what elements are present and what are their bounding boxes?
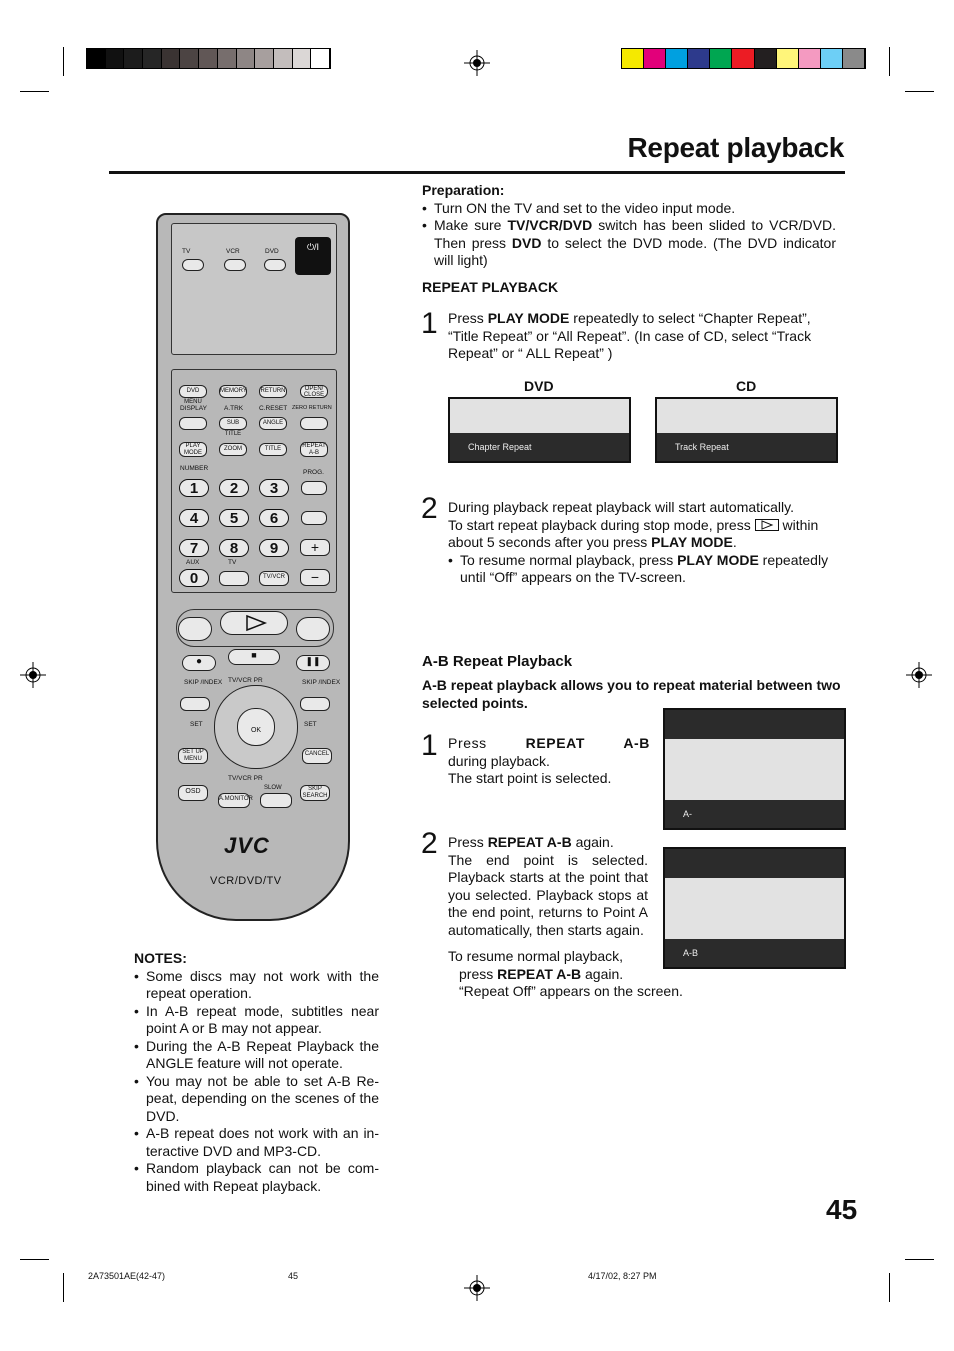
preparation-bullet: • Make sure TV/VCR/DVD switch has been slided to VCR/DVD. Then press DVD to select the DVD mode. (The DVD indicator will light) [422,217,836,270]
aux-label: AUX [186,559,200,566]
switch-dvd-label: DVD [265,248,279,255]
tv-vcr-button: TV/VCR [259,571,289,586]
zero-return-label: ZERO RETURN [292,405,332,411]
record-button: ● [182,655,216,671]
repeat-playback-heading: REPEAT PLAYBACK [422,279,559,295]
power-button: ⏻/I [295,237,331,275]
title-button: TITLE [259,443,287,456]
color-swatch [821,49,843,68]
notes-section [134,950,379,1195]
prog-label: PROG. [303,469,324,476]
footer-doc-code: 2A73501AE(42-47) [88,1271,166,1281]
vcr-button [224,259,246,271]
step-number: 2 [421,827,438,860]
set-minus-label: SET [190,721,203,728]
cd-label: CD [736,378,757,394]
dvd-menu-button: DVD MENU [179,385,207,398]
volume-plus-button: + [300,539,330,556]
number-label: NUMBER [180,465,209,472]
screen-osd: A- [665,800,844,828]
color-swatch [732,49,754,68]
volume-minus-button: − [300,569,330,586]
tv-label: TV [228,559,237,566]
zoom-button: ZOOM [219,443,247,456]
skip-index-label: SKIP /INDEX [302,679,341,686]
subtitle-button: SUB TITLE [219,417,247,430]
preparation-bullet: • Turn ON the TV and set to the video input mode. [422,200,836,218]
open-close-button: OPEN/ CLOSE [300,385,328,398]
osd-button: OSD [178,785,208,801]
ok-button: OK [237,708,275,746]
repeat-step-2: During playback repeat playback will start automatically. To start repeat playback during stop mode, press within about 5 seconds after you press PLAY MODE. • To resume normal playback, press PLAY MODE repeatedly until “Off” appears on the TV-screen. [448,499,840,587]
preparation-section [422,182,836,270]
cd-tv-screen [655,397,838,463]
color-swatch [237,49,256,68]
display-button [179,417,207,430]
remote-control-illustration [156,213,350,921]
color-swatch [255,49,274,68]
a-trk-label: A.TRK [224,405,244,412]
ab-repeat-heading: A-B Repeat Playback [422,653,573,670]
page-number: 45 [826,1194,858,1225]
switch-tv-label: TV [182,248,191,255]
screen-osd: Chapter Repeat [450,433,629,461]
color-swatch [180,49,199,68]
digit-9-button: 9 [259,539,289,557]
ab-step-1: Press REPEAT A-B during playback. The start point is selected. [448,735,650,786]
color-swatch [218,49,237,68]
screen-osd: Track Repeat [657,433,836,461]
color-swatch [666,49,688,68]
ab-step-2: Press REPEAT A-B again. The end point is selected. Playback starts at the point that you selected. Playback stops at the end point, returns to Point A automatically, then starts again. [448,834,648,938]
color-swatch [777,49,799,68]
tv-vcr-pr-label: TV/VCR PR [228,677,263,684]
color-swatch [755,49,777,68]
registration-target-icon [464,1275,490,1301]
slow-label: SLOW [264,785,282,791]
slow-button [260,793,292,808]
crop-mark [20,91,49,92]
digit-0-button: 0 [179,569,209,587]
rewind-button [178,617,212,641]
pause-button: ❚❚ [296,655,330,671]
notes-heading: NOTES: [134,950,187,966]
color-swatch [293,49,312,68]
memory-button: MEMORY [219,385,247,398]
play-button [220,611,288,635]
switch-vcr-label: VCR [226,248,240,255]
play-icon [239,614,269,632]
note-item: • In A-B repeat mode, subtitles near point A or B may not appear. [134,1003,379,1038]
note-item: • Random playback can not be com-bined with Repeat playback. [134,1160,379,1195]
set-plus-label: SET [304,721,317,728]
prog-up-button [301,481,327,495]
note-item: • You may not be able to set A-B Re-peat, depending on the scenes of the DVD. [134,1073,379,1126]
stop-button: ■ [228,649,280,665]
setup-menu-button: SET UP MENU [178,748,208,764]
input-button [219,571,249,586]
angle-button: ANGLE [259,417,287,430]
ab-start-tv-screen [663,708,846,830]
step-number: 2 [421,492,438,525]
digit-1-button: 1 [179,479,209,497]
preparation-heading: Preparation: [422,182,505,198]
dvd-label: DVD [524,378,554,394]
repeat-step-1: Press PLAY MODE repeatedly to select “Chapter Repeat”, “Title Repeat” or “All Repeat”. (In case of CD, select “Track Repeat” or “ ALL Repeat” ) [448,310,812,361]
dvd-button [264,259,286,271]
model-label: VCR/DVD/TV [210,875,282,887]
digit-6-button: 6 [259,509,289,527]
fast-forward-button [296,617,330,641]
skip-search-button: SKIP SEARCH [300,785,330,801]
color-swatch [162,49,181,68]
color-swatch [843,49,865,68]
color-swatch [710,49,732,68]
color-swatch [274,49,293,68]
note-item: • During the A-B Repeat Playback the ANGLE feature will not operate. [134,1038,379,1073]
repeat-ab-button: REPEAT A-B [300,442,328,457]
return-button: RETURN [259,385,287,398]
color-swatch [124,49,143,68]
crop-mark [20,1259,49,1260]
prog-down-button [301,511,327,525]
display-label: DISPLAY [180,405,207,412]
color-swatch [688,49,710,68]
digit-2-button: 2 [219,479,249,497]
note-item: • A-B repeat does not work with an in-teractive DVD and MP3-CD. [134,1125,379,1160]
jvc-logo: JVC [224,833,270,858]
color-swatch [106,49,125,68]
skip-index-label: SKIP /INDEX [184,679,223,686]
play-icon [755,519,779,531]
crop-mark [905,91,934,92]
page-title: Repeat playback [627,132,844,163]
tv-vcr-dvd-switch [182,259,204,271]
screen-osd: A-B [665,939,844,967]
step-number: 1 [421,729,438,762]
footer-date: 4/17/02, 8:27 PM [588,1271,657,1281]
digit-4-button: 4 [179,509,209,527]
gray-scale-bar [86,48,331,69]
crop-mark [889,1273,890,1302]
ab-resume-text: To resume normal playback, press REPEAT A-B again. “Repeat Off” appears on the screen. [448,948,683,999]
registration-target-icon [464,50,490,76]
registration-target-icon [906,662,932,688]
registration-target-icon [20,662,46,688]
title-rule [109,171,845,174]
digit-8-button: 8 [219,539,249,557]
step-number: 1 [421,307,438,340]
color-swatch [143,49,162,68]
skip-back-button [180,697,210,711]
digit-7-button: 7 [179,539,209,557]
color-swatch [799,49,821,68]
cancel-button: CANCEL [302,748,332,764]
digit-3-button: 3 [259,479,289,497]
color-swatch [311,49,330,68]
crop-mark [63,1273,64,1302]
a-monitor-button: A.MONITOR [218,793,250,808]
color-swatch [644,49,666,68]
zero-return-button [300,417,328,430]
play-mode-button: PLAY MODE [179,442,207,457]
digit-5-button: 5 [219,509,249,527]
crop-mark [63,47,64,76]
dvd-tv-screen [448,397,631,463]
footer-page: 45 [288,1271,299,1281]
crop-mark [905,1259,934,1260]
color-calibration-bar [621,48,866,69]
crop-mark [889,47,890,76]
c-reset-label: C.RESET [259,405,288,412]
skip-forward-button [300,697,330,711]
note-item: • Some discs may not work with the repeat operation. [134,968,379,1003]
color-swatch [199,49,218,68]
color-swatch [622,49,644,68]
ab-intro: A-B repeat playback allows you to repeat material between two selected points. [422,677,841,711]
tv-vcr-pr-label: TV/VCR PR [228,775,263,782]
color-swatch [87,49,106,68]
